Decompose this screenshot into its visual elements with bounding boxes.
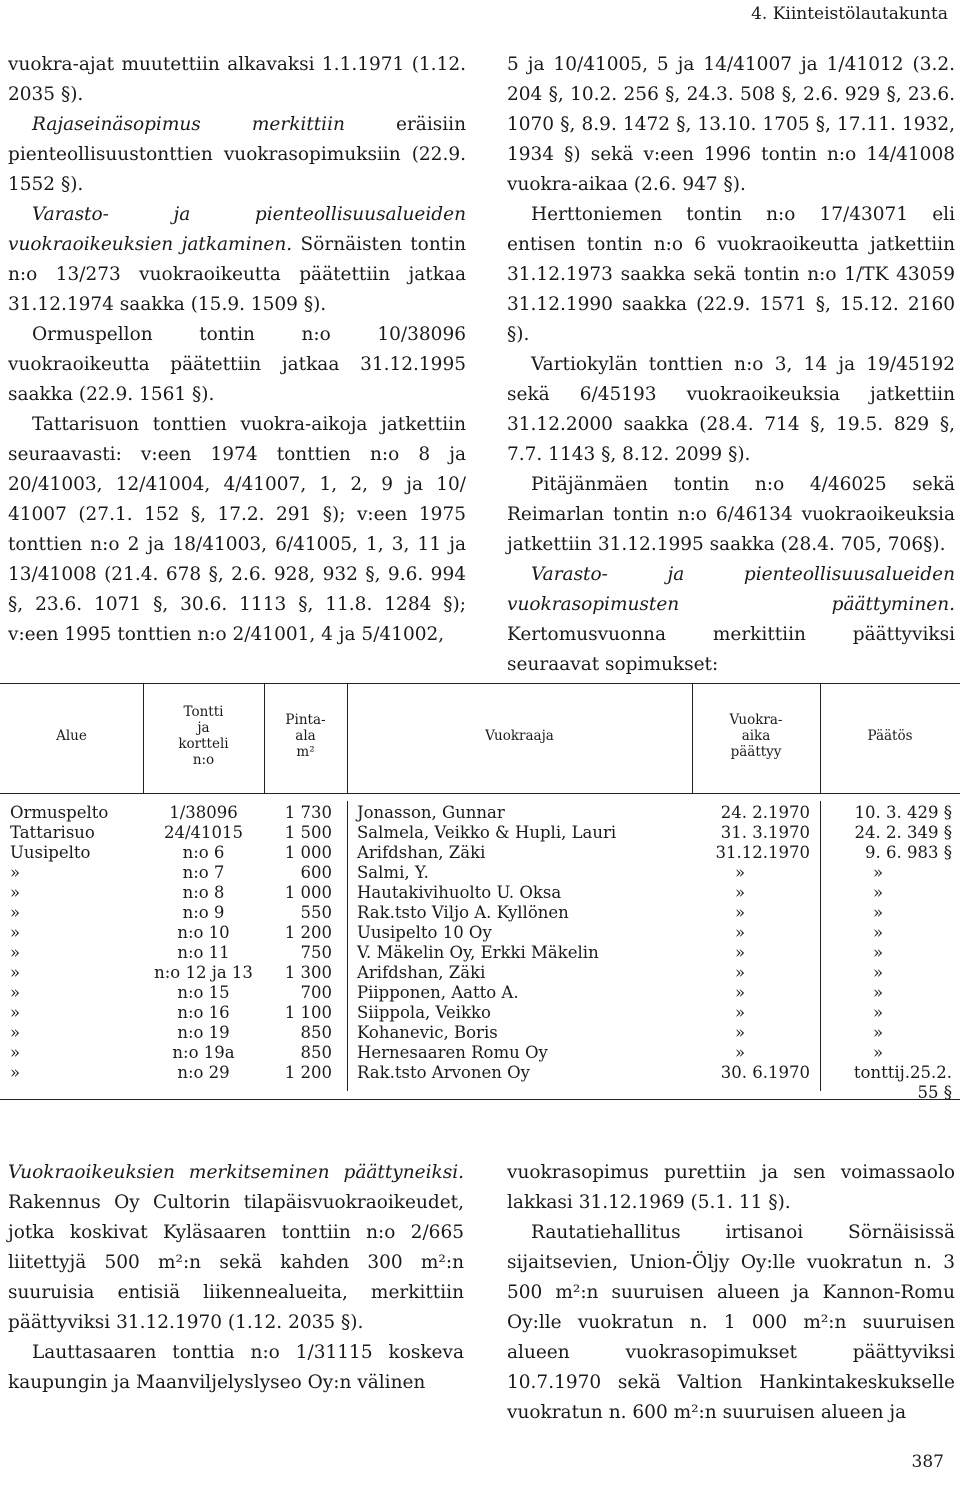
cell-alue: »	[10, 1003, 21, 1022]
header-paatos: Päätös	[867, 728, 913, 744]
paragraph: Tattarisuon tonttien vuokra-aikoja jatkettiin seuraavasti: v:een 1974 tonttien n:o 8 ja 20/41003, 12/41004, 4/41007, 1, 2, 9 ja 10/ 41007 (27.1. 152 §, 17.2. 291 §); v:een 1975 tonttien n:o 2 ja 18/41003, 6/41005, 1, 3, 11 ja 13/41008 (21.4. 678 §, 2.6. 928, 932 §, 9.6. 994 §, 23.6. 1071 §, 30.6. 1113 §, 11.8. 1284 §); v:een 1995 tonttien n:o 2/41001, 4 ja 5/41002,	[8, 414, 466, 645]
cell-alue: »	[10, 863, 21, 882]
paragraph: Lauttasaaren tonttia n:o 1/31115 koskeva kaupungin ja Maanviljelyslyseo Oy:n välinen	[8, 1342, 464, 1393]
cell-paatos: 9. 6. 983 §	[865, 843, 952, 862]
header-alue: Alue	[56, 728, 87, 744]
text-column-top-left	[8, 50, 466, 650]
cell-pinta-ala: 700	[300, 983, 332, 1002]
cell-tontti: n:o 29	[177, 1063, 230, 1082]
cell-pinta-ala: 550	[300, 903, 332, 922]
cell-vuokraaja: Salmela, Veikko & Hupli, Lauri	[357, 823, 617, 842]
cell-vuokraaja: Hernesaaren Romu Oy	[357, 1043, 548, 1062]
cell-tontti: n:o 12 ja 13	[154, 963, 253, 982]
cell-pinta-ala: 1 730	[284, 803, 332, 822]
cell-vuokraaja: V. Mäkelin Oy, Erkki Mäkelin	[357, 943, 599, 962]
cell-tontti: n:o 7	[182, 863, 225, 882]
cell-paattyy: 31.12.1970	[715, 843, 810, 862]
cell-paattyy: »	[735, 903, 746, 922]
cell-vuokraaja: Jonasson, Gunnar	[357, 803, 505, 822]
cell-pinta-ala: 1 300	[284, 963, 332, 982]
cell-tontti: 24/41015	[163, 823, 244, 842]
text-column-bottom-right	[507, 1158, 955, 1428]
cell-pinta-ala: 1 200	[284, 923, 332, 942]
cell-vuokraaja: Arifdshan, Zäki	[357, 843, 486, 862]
paragraph: Rajaseinäsopimus merkittiin eräisiin pienteollisuustonttien vuokrasopimuksiin (22.9. 1552 §).	[8, 114, 466, 195]
cell-vuokraaja: Rak.tsto Viljo A. Kyllönen	[357, 903, 569, 922]
paragraph: Varasto- ja pienteollisuusalueiden vuokrasopimusten päättyminen. Kertomusvuonna merkittiin päättyviksi seuraavat sopimukset:	[507, 564, 955, 675]
cell-paattyy: 31. 3.1970	[720, 823, 810, 842]
cell-paatos: 24. 2. 349 §	[854, 823, 952, 842]
cell-paattyy: »	[735, 863, 746, 882]
cell-paattyy: »	[735, 923, 746, 942]
cell-alue: »	[10, 903, 21, 922]
paragraph: Rautatiehallitus irtisanoi Sörnäisissä sijaitsevien, Union-Öljy Oy:lle vuokratun n. 3 500 m²:n suuruisen alueen ja Kannon-Romu Oy:lle vuokratun n. 1 000 m²:n suuruisen alueen vuokrasopimukset päättyviksi 10.7.1970 sekä Valtion Hankintakeskukselle vuokratun n. 600 m²:n suuruisen alueen ja	[507, 1222, 955, 1423]
cell-paatos: »	[873, 883, 884, 902]
cell-paattyy: 24. 2.1970	[720, 803, 810, 822]
cell-pinta-ala: 1 100	[284, 1003, 332, 1022]
cell-alue: »	[10, 963, 21, 982]
cell-vuokraaja: Siippola, Veikko	[357, 1003, 491, 1022]
cell-alue: »	[10, 883, 21, 902]
header-vuokraaja: Vuokraaja	[485, 728, 554, 744]
paragraph: 5 ja 10/41005, 5 ja 14/41007 ja 1/41012 (3.2. 204 §, 10.2. 256 §, 24.3. 508 §, 2.6. 929 §, 23.6. 1070 §, 8.9. 1472 §, 13.10. 1705 §, 17.11. 1932, 1934 §) sekä v:een 1996 tontin n:o 14/41008 vuokra-aikaa (2.6. 947 §).	[507, 54, 955, 195]
cell-tontti: n:o 9	[182, 903, 225, 922]
lease-table	[0, 683, 960, 1103]
header-tontti: Tontti ja kortteli n:o	[178, 704, 229, 768]
paragraph: Varasto- ja pienteollisuusalueiden vuokraoikeuksien jatkaminen. Sörnäisten tontin n:o 13/273 vuokraoikeutta päätettiin jatkaa 31.12.1974 saakka (15.9. 1509 §).	[8, 204, 466, 315]
text-column-top-right	[507, 50, 955, 680]
cell-tontti: n:o 10	[177, 923, 230, 942]
running-header: 4. Kiinteistölautakunta	[751, 4, 948, 24]
cell-paattyy: »	[735, 1023, 746, 1042]
cell-paatos: 10. 3. 429 §	[854, 803, 952, 822]
cell-tontti: n:o 19	[177, 1023, 230, 1042]
cell-vuokraaja: Rak.tsto Arvonen Oy	[357, 1063, 530, 1082]
cell-paatos: »	[873, 923, 884, 942]
header-pinta-ala: Pinta- ala m²	[285, 712, 326, 760]
cell-tontti: n:o 15	[177, 983, 230, 1002]
cell-alue: »	[10, 1023, 21, 1042]
cell-alue: »	[10, 943, 21, 962]
cell-alue: Ormuspelto	[10, 803, 109, 822]
cell-paatos: »	[873, 943, 884, 962]
cell-pinta-ala: 850	[300, 1043, 332, 1062]
cell-paattyy: »	[735, 943, 746, 962]
cell-paatos: »	[873, 1023, 884, 1042]
paragraph: Pitäjänmäen tontin n:o 4/46025 sekä Reimarlan tontin n:o 6/46134 vuokraoikeuksia jatkettiin 31.12.1995 saakka (28.4. 705, 706§).	[507, 474, 955, 555]
table-bottom-rule	[0, 1099, 960, 1100]
cell-paattyy: 30. 6.1970	[720, 1063, 810, 1082]
table-header-rule	[0, 793, 960, 794]
cell-alue: »	[10, 923, 21, 942]
paragraph: vuokra-ajat muutettiin alkavaksi 1.1.1971 (1.12. 2035 §).	[8, 54, 466, 105]
cell-paatos: »	[873, 903, 884, 922]
cell-tontti: 1/38096	[169, 803, 238, 822]
header-vuokra-aika: Vuokra- aika päättyy	[729, 712, 783, 760]
cell-paatos: »	[873, 983, 884, 1002]
cell-vuokraaja: Kohanevic, Boris	[357, 1023, 498, 1042]
cell-tontti: n:o 16	[177, 1003, 230, 1022]
paragraph: Vartiokylän tonttien n:o 3, 14 ja 19/45192 sekä 6/45193 vuokraoikeuksia jatkettiin 31.12.2000 saakka (28.4. 714 §, 19.5. 829 §, 7.7. 1143 §, 8.12. 2099 §).	[507, 354, 955, 465]
cell-paatos: »	[873, 1003, 884, 1022]
cell-pinta-ala: 750	[300, 943, 332, 962]
cell-alue: Tattarisuo	[10, 823, 95, 842]
cell-pinta-ala: 1 000	[284, 843, 332, 862]
cell-tontti: n:o 11	[177, 943, 230, 962]
cell-paatos-continuation: 55 §	[917, 1083, 952, 1102]
cell-tontti: n:o 19a	[172, 1043, 235, 1062]
table-top-rule	[0, 683, 960, 684]
text-column-bottom-left	[8, 1158, 464, 1398]
cell-paatos: »	[873, 863, 884, 882]
cell-alue: »	[10, 983, 21, 1002]
cell-pinta-ala: 850	[300, 1023, 332, 1042]
cell-paattyy: »	[735, 883, 746, 902]
cell-pinta-ala: 1 500	[284, 823, 332, 842]
cell-alue: »	[10, 1063, 21, 1082]
cell-alue: Uusipelto	[10, 843, 91, 862]
cell-vuokraaja: Hautakivihuolto U. Oksa	[357, 883, 562, 902]
cell-paattyy: »	[735, 1003, 746, 1022]
cell-vuokraaja: Arifdshan, Zäki	[357, 963, 486, 982]
cell-paattyy: »	[735, 1043, 746, 1062]
page-number: 387	[911, 1452, 944, 1472]
cell-paattyy: »	[735, 983, 746, 1002]
paragraph: Ormuspellon tontin n:o 10/38096 vuokraoikeutta päätettiin jatkaa 31.12.1995 saakka (22.9. 1561 §).	[8, 324, 466, 405]
cell-paattyy: »	[735, 963, 746, 982]
paragraph: Vuokraoikeuksien merkitseminen päättyneiksi. Rakennus Oy Cultorin tilapäisvuokraoikeudet, jotka koskivat Kyläsaaren tonttiin n:o 2/665 liitettyjä 500 m²:n sekä kahden 300 m²:n suuruisia entisiä liikennealueita, merkittiin päättyviksi 31.12.1970 (1.12. 2035 §).	[8, 1162, 464, 1333]
cell-alue: »	[10, 1043, 21, 1062]
cell-vuokraaja: Salmi, Y.	[357, 863, 429, 882]
cell-vuokraaja: Piipponen, Aatto A.	[357, 983, 519, 1002]
paragraph: Herttoniemen tontin n:o 17/43071 eli entisen tontin n:o 6 vuokraoikeutta jatkettiin 31.12.1973 saakka sekä tontin n:o 1/TK 43059 31.12.1990 saakka (22.9. 1571 §, 15.12. 2160 §).	[507, 204, 955, 345]
cell-paatos: »	[873, 1043, 884, 1062]
cell-vuokraaja: Uusipelto 10 Oy	[357, 923, 492, 942]
cell-paatos: tonttij.25.2.	[853, 1063, 952, 1082]
cell-pinta-ala: 1 000	[284, 883, 332, 902]
cell-pinta-ala: 1 200	[284, 1063, 332, 1082]
paragraph: vuokrasopimus purettiin ja sen voimassaolo lakkasi 31.12.1969 (5.1. 11 §).	[507, 1162, 955, 1213]
cell-tontti: n:o 8	[182, 883, 225, 902]
cell-pinta-ala: 600	[300, 863, 332, 882]
cell-paatos: »	[873, 963, 884, 982]
cell-tontti: n:o 6	[182, 843, 225, 862]
